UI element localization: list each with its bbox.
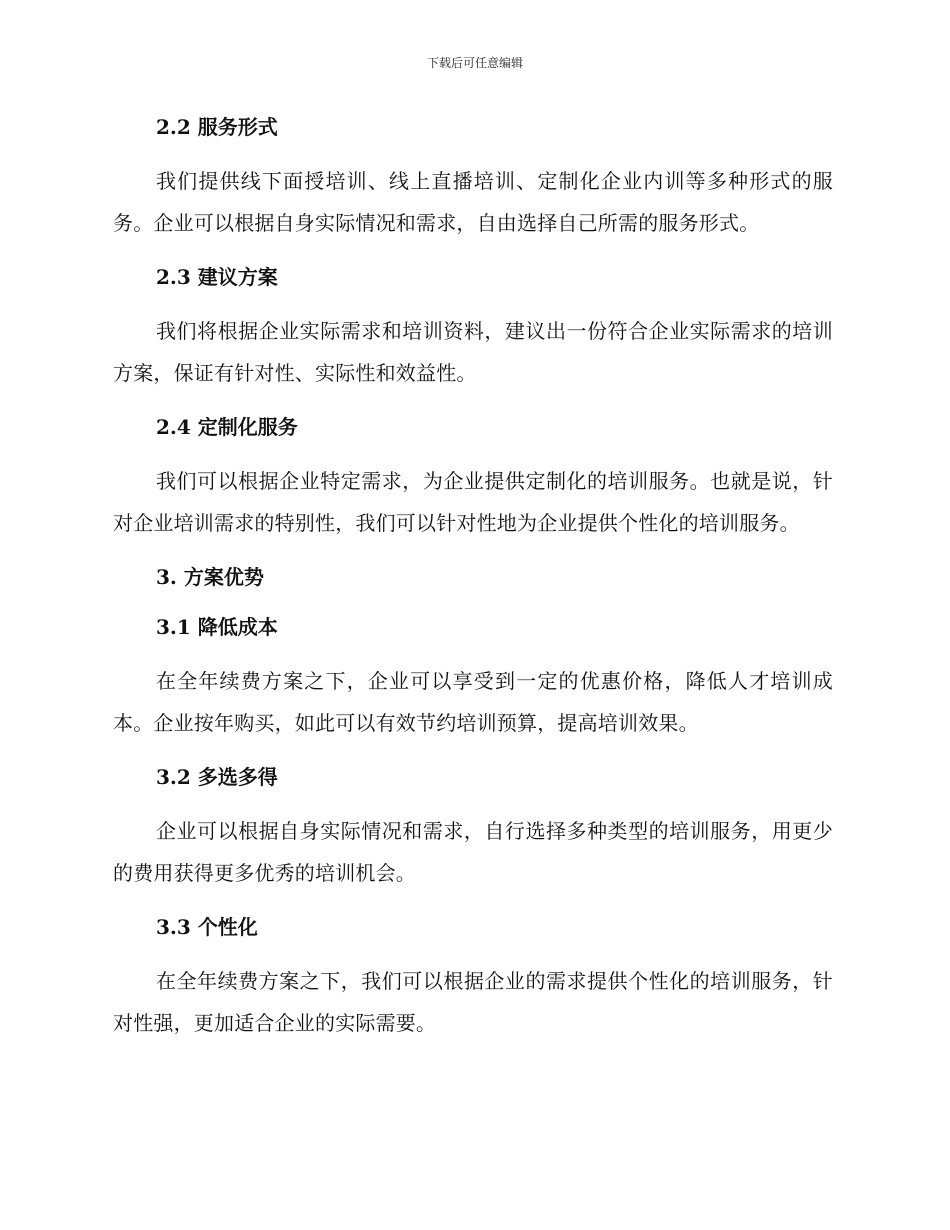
section-3-3 xyxy=(113,910,833,1044)
section-2-3 xyxy=(113,260,833,410)
section-paragraph: 企业可以根据自身实际情况和需求，自行选择多种类型的培训服务，用更少的费用获得更多优秀的培训机会。 xyxy=(113,819,833,885)
section-3 xyxy=(113,560,833,610)
section-paragraph: 在全年续费方案之下，我们可以根据企业的需求提供个性化的培训服务，针对性强，更加适合企业的实际需要。 xyxy=(113,969,833,1035)
page-header: 下载后可任意编辑 xyxy=(426,56,523,70)
section-heading: 3.2 多选多得 xyxy=(156,765,278,789)
section-2-4 xyxy=(113,410,833,560)
section-heading: 3. 方案优势 xyxy=(156,565,264,589)
section-paragraph: 我们提供线下面授培训、线上直播培训、定制化企业内训等多种形式的服务。企业可以根据自身实际情况和需求，自由选择自己所需的服务形式。 xyxy=(113,169,833,235)
section-paragraph: 在全年续费方案之下，企业可以享受到一定的优惠价格，降低人才培训成本。企业按年购买，如此可以有效节约培训预算，提高培训效果。 xyxy=(113,669,833,735)
section-heading: 2.4 定制化服务 xyxy=(156,415,298,439)
section-heading: 3.3 个性化 xyxy=(156,915,258,939)
section-paragraph: 我们将根据企业实际需求和培训资料，建议出一份符合企业实际需求的培训方案，保证有针对性、实际性和效益性。 xyxy=(113,319,833,385)
section-3-1 xyxy=(113,610,833,760)
section-heading: 2.3 建议方案 xyxy=(156,265,278,289)
section-2-2 xyxy=(113,110,833,260)
section-heading: 2.2 服务形式 xyxy=(156,115,278,139)
section-paragraph: 我们可以根据企业特定需求，为企业提供定制化的培训服务。也就是说，针对企业培训需求的特别性，我们可以针对性地为企业提供个性化的培训服务。 xyxy=(113,469,833,535)
section-3-2 xyxy=(113,760,833,910)
document-body xyxy=(113,110,833,1044)
section-heading: 3.1 降低成本 xyxy=(156,615,278,639)
